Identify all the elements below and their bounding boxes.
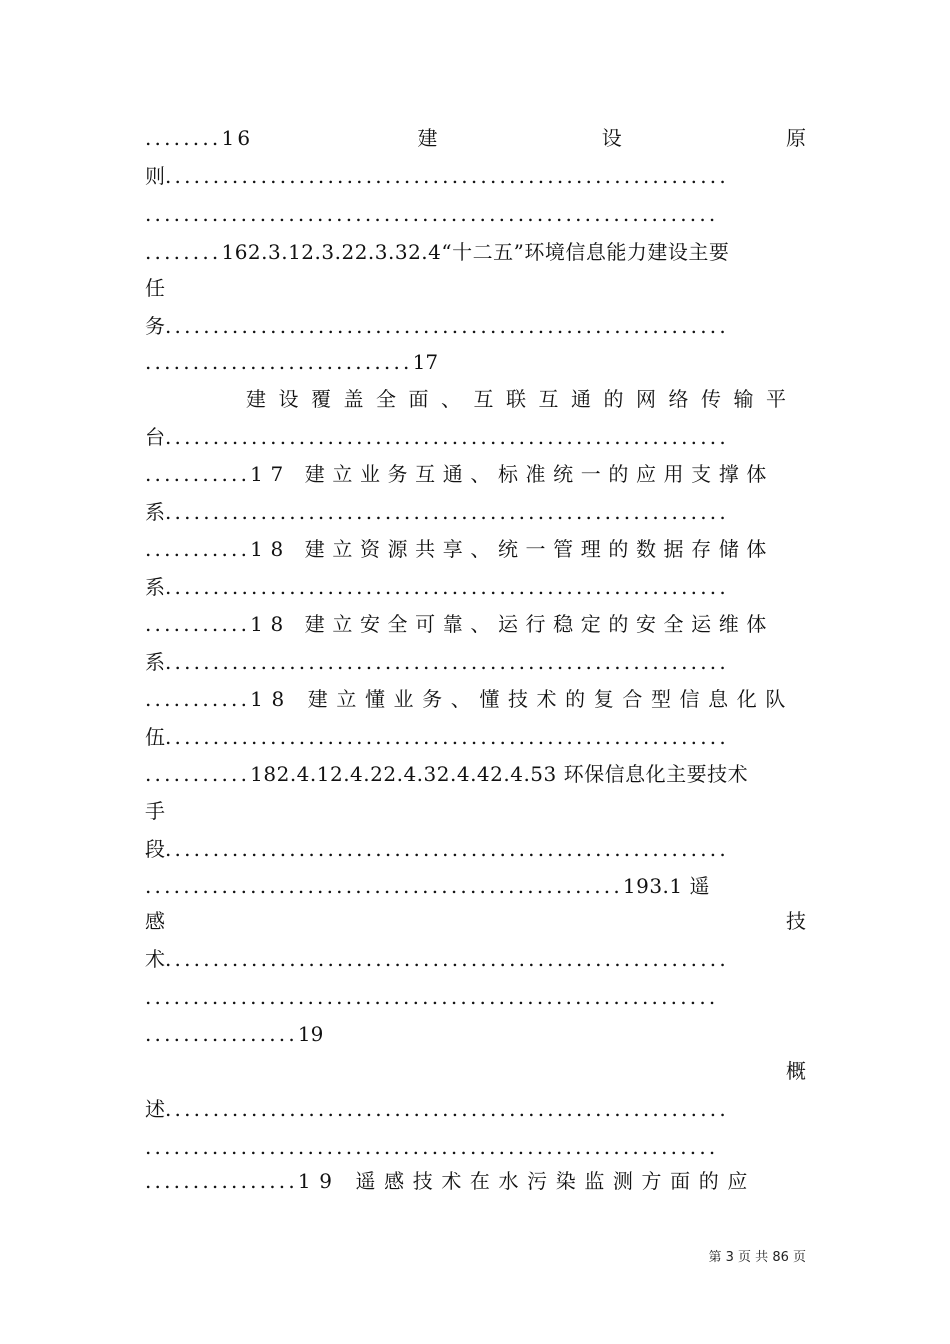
toc-leader: ........................................................... [165, 164, 729, 188]
toc-line-11 [145, 497, 806, 527]
toc-leader: ........... [145, 462, 251, 486]
toc-entry-text: 建设覆盖全面、互联互通的网络传输平 [246, 387, 799, 411]
toc-word: 设 [601, 126, 622, 150]
toc-entry-text: 182.4.12.4.22.4.32.4.42.4.53 环保信息化主要技术 [250, 762, 749, 786]
toc-heading-char: 述 [145, 1097, 165, 1121]
toc-line-27 [145, 1094, 806, 1124]
toc-word: 技 [786, 909, 806, 933]
toc-leader: ........................................................... [165, 500, 729, 524]
toc-line-9 [145, 422, 806, 452]
toc-leader: ........................................................... [165, 314, 729, 338]
toc-leader: ................ [145, 1022, 298, 1046]
toc-line-8 [246, 384, 806, 414]
toc-heading-char: 系 [145, 575, 165, 599]
toc-leader-line: ............................................................ [145, 1135, 719, 1159]
toc-heading-char: 台 [145, 425, 165, 449]
toc-word: 原 [785, 126, 806, 150]
toc-line-4 [145, 237, 806, 267]
toc-line-7 [145, 347, 806, 377]
toc-line-10 [145, 459, 806, 489]
toc-entry-text: 18 建立资源共享、统一管理的数据存储体 [250, 537, 774, 561]
toc-line-13 [145, 572, 806, 602]
toc-word: 建 [417, 126, 438, 150]
toc-line-19: 手 [145, 799, 165, 823]
toc-entry-text: 193.1 遥 [622, 874, 710, 898]
toc-leader: ........... [145, 762, 251, 786]
toc-heading-char: 则 [145, 164, 165, 188]
toc-entry-text: 162.3.12.3.22.3.32.4“十二五”环境信息能力建设主要 [221, 240, 730, 264]
toc-line-12 [145, 534, 806, 564]
toc-line-17 [145, 722, 806, 752]
toc-line-5: 任 [145, 276, 165, 300]
toc-leader: ............................ [145, 350, 413, 374]
toc-entry-text: 18 建立懂业务、懂技术的复合型信息化队 [250, 687, 794, 711]
toc-leader: ........... [145, 537, 251, 561]
toc-leader-line: ............................................................ [145, 985, 719, 1009]
page-footer: 第 3 页 共 86 页 [708, 1250, 806, 1265]
toc-line-16 [145, 684, 806, 714]
toc-leader: ........16 [145, 126, 254, 150]
toc-leader: ........................................................... [165, 725, 729, 749]
toc-leader: ........................................................... [165, 837, 729, 861]
toc-line-21 [145, 871, 806, 901]
toc-leader: ........................................................... [165, 575, 729, 599]
toc-leader: ........ [145, 240, 222, 264]
toc-entry-text: 17 建立业务互通、标准统一的应用支撑体 [250, 462, 774, 486]
toc-page-number: 17 [412, 350, 439, 374]
toc-word: 感 [145, 909, 165, 933]
toc-line-23 [145, 944, 806, 974]
toc-leader: ........... [145, 687, 251, 711]
toc-heading-char: 系 [145, 500, 165, 524]
toc-line-14 [145, 609, 806, 639]
toc-line-20 [145, 834, 806, 864]
toc-line-1 [145, 123, 806, 153]
toc-entry-text: 19 遥感技术在水污染监测方面的应 [297, 1169, 756, 1193]
toc-leader-line: ............................................................ [145, 202, 719, 226]
toc-line-18 [145, 759, 806, 789]
toc-leader: ........................................................... [165, 425, 729, 449]
toc-line-6 [145, 311, 806, 341]
toc-entry-text: 18 建立安全可靠、运行稳定的安全运维体 [250, 612, 774, 636]
toc-line-15 [145, 647, 806, 677]
toc-heading-char: 系 [145, 650, 165, 674]
toc-leader: .................................................. [145, 874, 623, 898]
toc-line-25 [145, 1019, 806, 1049]
toc-leader: ........................................................... [165, 1097, 729, 1121]
toc-page-number: 19 [297, 1022, 324, 1046]
toc-heading-char: 务 [145, 314, 165, 338]
toc-leader: ........... [145, 612, 251, 636]
toc-line-26: 概 [786, 1059, 806, 1083]
toc-line-29 [145, 1166, 806, 1196]
toc-heading-char: 术 [145, 947, 165, 971]
toc-leader: ................ [145, 1169, 298, 1193]
toc-leader: ........................................................... [165, 650, 729, 674]
toc-line-2 [145, 161, 806, 191]
toc-leader: ........................................................... [165, 947, 729, 971]
toc-heading-char: 伍 [145, 725, 165, 749]
toc-heading-char: 段 [145, 837, 165, 861]
toc-line-22 [145, 906, 806, 936]
